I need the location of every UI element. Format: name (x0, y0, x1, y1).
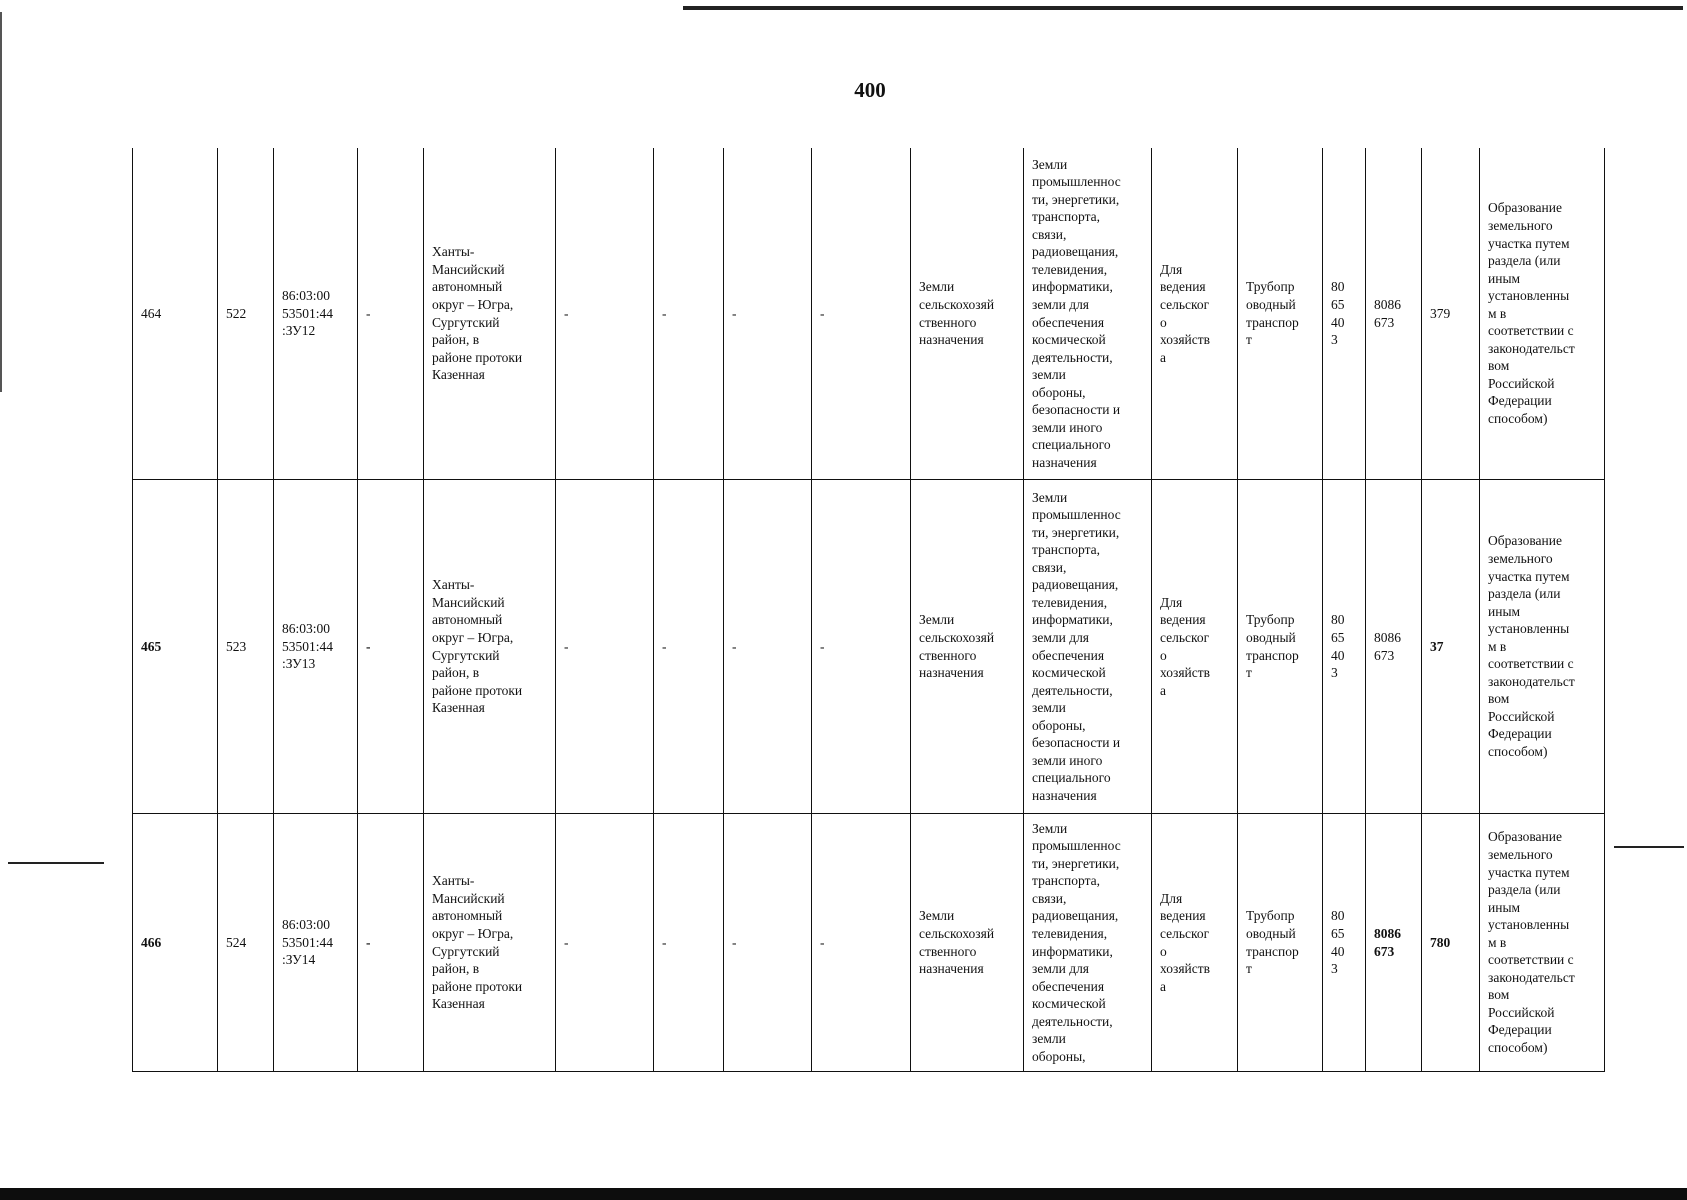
permitted-use-cell: Для ведения сельског о хозяйств а (1152, 148, 1238, 480)
parcel-number-cell: 523 (218, 480, 274, 814)
table-row (133, 814, 1605, 1072)
row-number-cell: 466 (133, 814, 218, 1072)
left-scan-edge (0, 12, 2, 392)
area-cell: 379 (1422, 148, 1480, 480)
empty-cell-cell: - (556, 814, 654, 1072)
land-category-cell: Земли сельскохозяй ственного назначения (911, 480, 1024, 814)
code-cell: 80 65 40 3 (1323, 148, 1366, 480)
left-margin-mark (8, 862, 104, 864)
new-land-category-cell: Земли промышленнос ти, энергетики, транспорта, связи, радиовещания, телевидения, информатики, земли для обеспечения космической деятельности, земли обороны, безопасности и земли иного специального назначения (1024, 148, 1152, 480)
empty-cell-cell: - (812, 814, 911, 1072)
new-permitted-use-cell: Трубопр оводный транспор т (1238, 814, 1323, 1072)
empty-cell-cell: - (812, 148, 911, 480)
empty-cell-cell: - (358, 148, 424, 480)
new-permitted-use-cell: Трубопр оводный транспор т (1238, 480, 1323, 814)
location-cell: Ханты- Мансийский автономный округ – Югра, Сургутский район, в районе протоки Казенная (424, 148, 556, 480)
new-land-category-cell: Земли промышленнос ти, энергетики, транспорта, связи, радиовещания, телевидения, информатики, земли для обеспечения космической деятельности, земли обороны, (1024, 814, 1152, 1072)
right-margin-mark (1614, 846, 1684, 848)
note-cell: Образование земельного участка путем раздела (или иным установленны м в соответствии с законодательст вом Российской Федерации способом) (1480, 148, 1605, 480)
code-2-cell: 8086 673 (1366, 814, 1422, 1072)
code-cell: 80 65 40 3 (1323, 480, 1366, 814)
cadastral-number-cell: 86:03:00 53501:44 :ЗУ14 (274, 814, 358, 1072)
code-2-cell: 8086 673 (1366, 148, 1422, 480)
empty-cell-cell: - (358, 814, 424, 1072)
empty-cell-cell: - (654, 148, 724, 480)
new-permitted-use-cell: Трубопр оводный транспор т (1238, 148, 1323, 480)
table-row (133, 480, 1605, 814)
land-registry-table (132, 148, 1605, 1072)
code-cell: 80 65 40 3 (1323, 814, 1366, 1072)
area-cell: 780 (1422, 814, 1480, 1072)
empty-cell-cell: - (556, 480, 654, 814)
empty-cell-cell: - (358, 480, 424, 814)
location-cell: Ханты- Мансийский автономный округ – Югра, Сургутский район, в районе протоки Казенная (424, 814, 556, 1072)
permitted-use-cell: Для ведения сельског о хозяйств а (1152, 480, 1238, 814)
row-number-cell: 465 (133, 480, 218, 814)
code-2-cell: 8086 673 (1366, 480, 1422, 814)
parcel-number-cell: 524 (218, 814, 274, 1072)
top-rule (683, 6, 1683, 10)
parcel-number-cell: 522 (218, 148, 274, 480)
note-cell: Образование земельного участка путем раздела (или иным установленны м в соответствии с законодательст вом Российской Федерации способом) (1480, 814, 1605, 1072)
empty-cell-cell: - (654, 814, 724, 1072)
table-row (133, 148, 1605, 480)
area-cell: 37 (1422, 480, 1480, 814)
cadastral-number-cell: 86:03:00 53501:44 :ЗУ13 (274, 480, 358, 814)
land-category-cell: Земли сельскохозяй ственного назначения (911, 148, 1024, 480)
empty-cell-cell: - (724, 814, 812, 1072)
location-cell: Ханты- Мансийский автономный округ – Югра, Сургутский район, в районе протоки Казенная (424, 480, 556, 814)
empty-cell-cell: - (724, 148, 812, 480)
empty-cell-cell: - (654, 480, 724, 814)
bottom-scan-band (0, 1188, 1687, 1200)
permitted-use-cell: Для ведения сельског о хозяйств а (1152, 814, 1238, 1072)
empty-cell-cell: - (724, 480, 812, 814)
cadastral-number-cell: 86:03:00 53501:44 :ЗУ12 (274, 148, 358, 480)
empty-cell-cell: - (556, 148, 654, 480)
empty-cell-cell: - (812, 480, 911, 814)
new-land-category-cell: Земли промышленнос ти, энергетики, транспорта, связи, радиовещания, телевидения, информатики, земли для обеспечения космической деятельности, земли обороны, безопасности и земли иного специального назначения (1024, 480, 1152, 814)
land-category-cell: Земли сельскохозяй ственного назначения (911, 814, 1024, 1072)
row-number-cell: 464 (133, 148, 218, 480)
page-number: 400 (854, 78, 886, 102)
note-cell: Образование земельного участка путем раздела (или иным установленны м в соответствии с законодательст вом Российской Федерации способом) (1480, 480, 1605, 814)
